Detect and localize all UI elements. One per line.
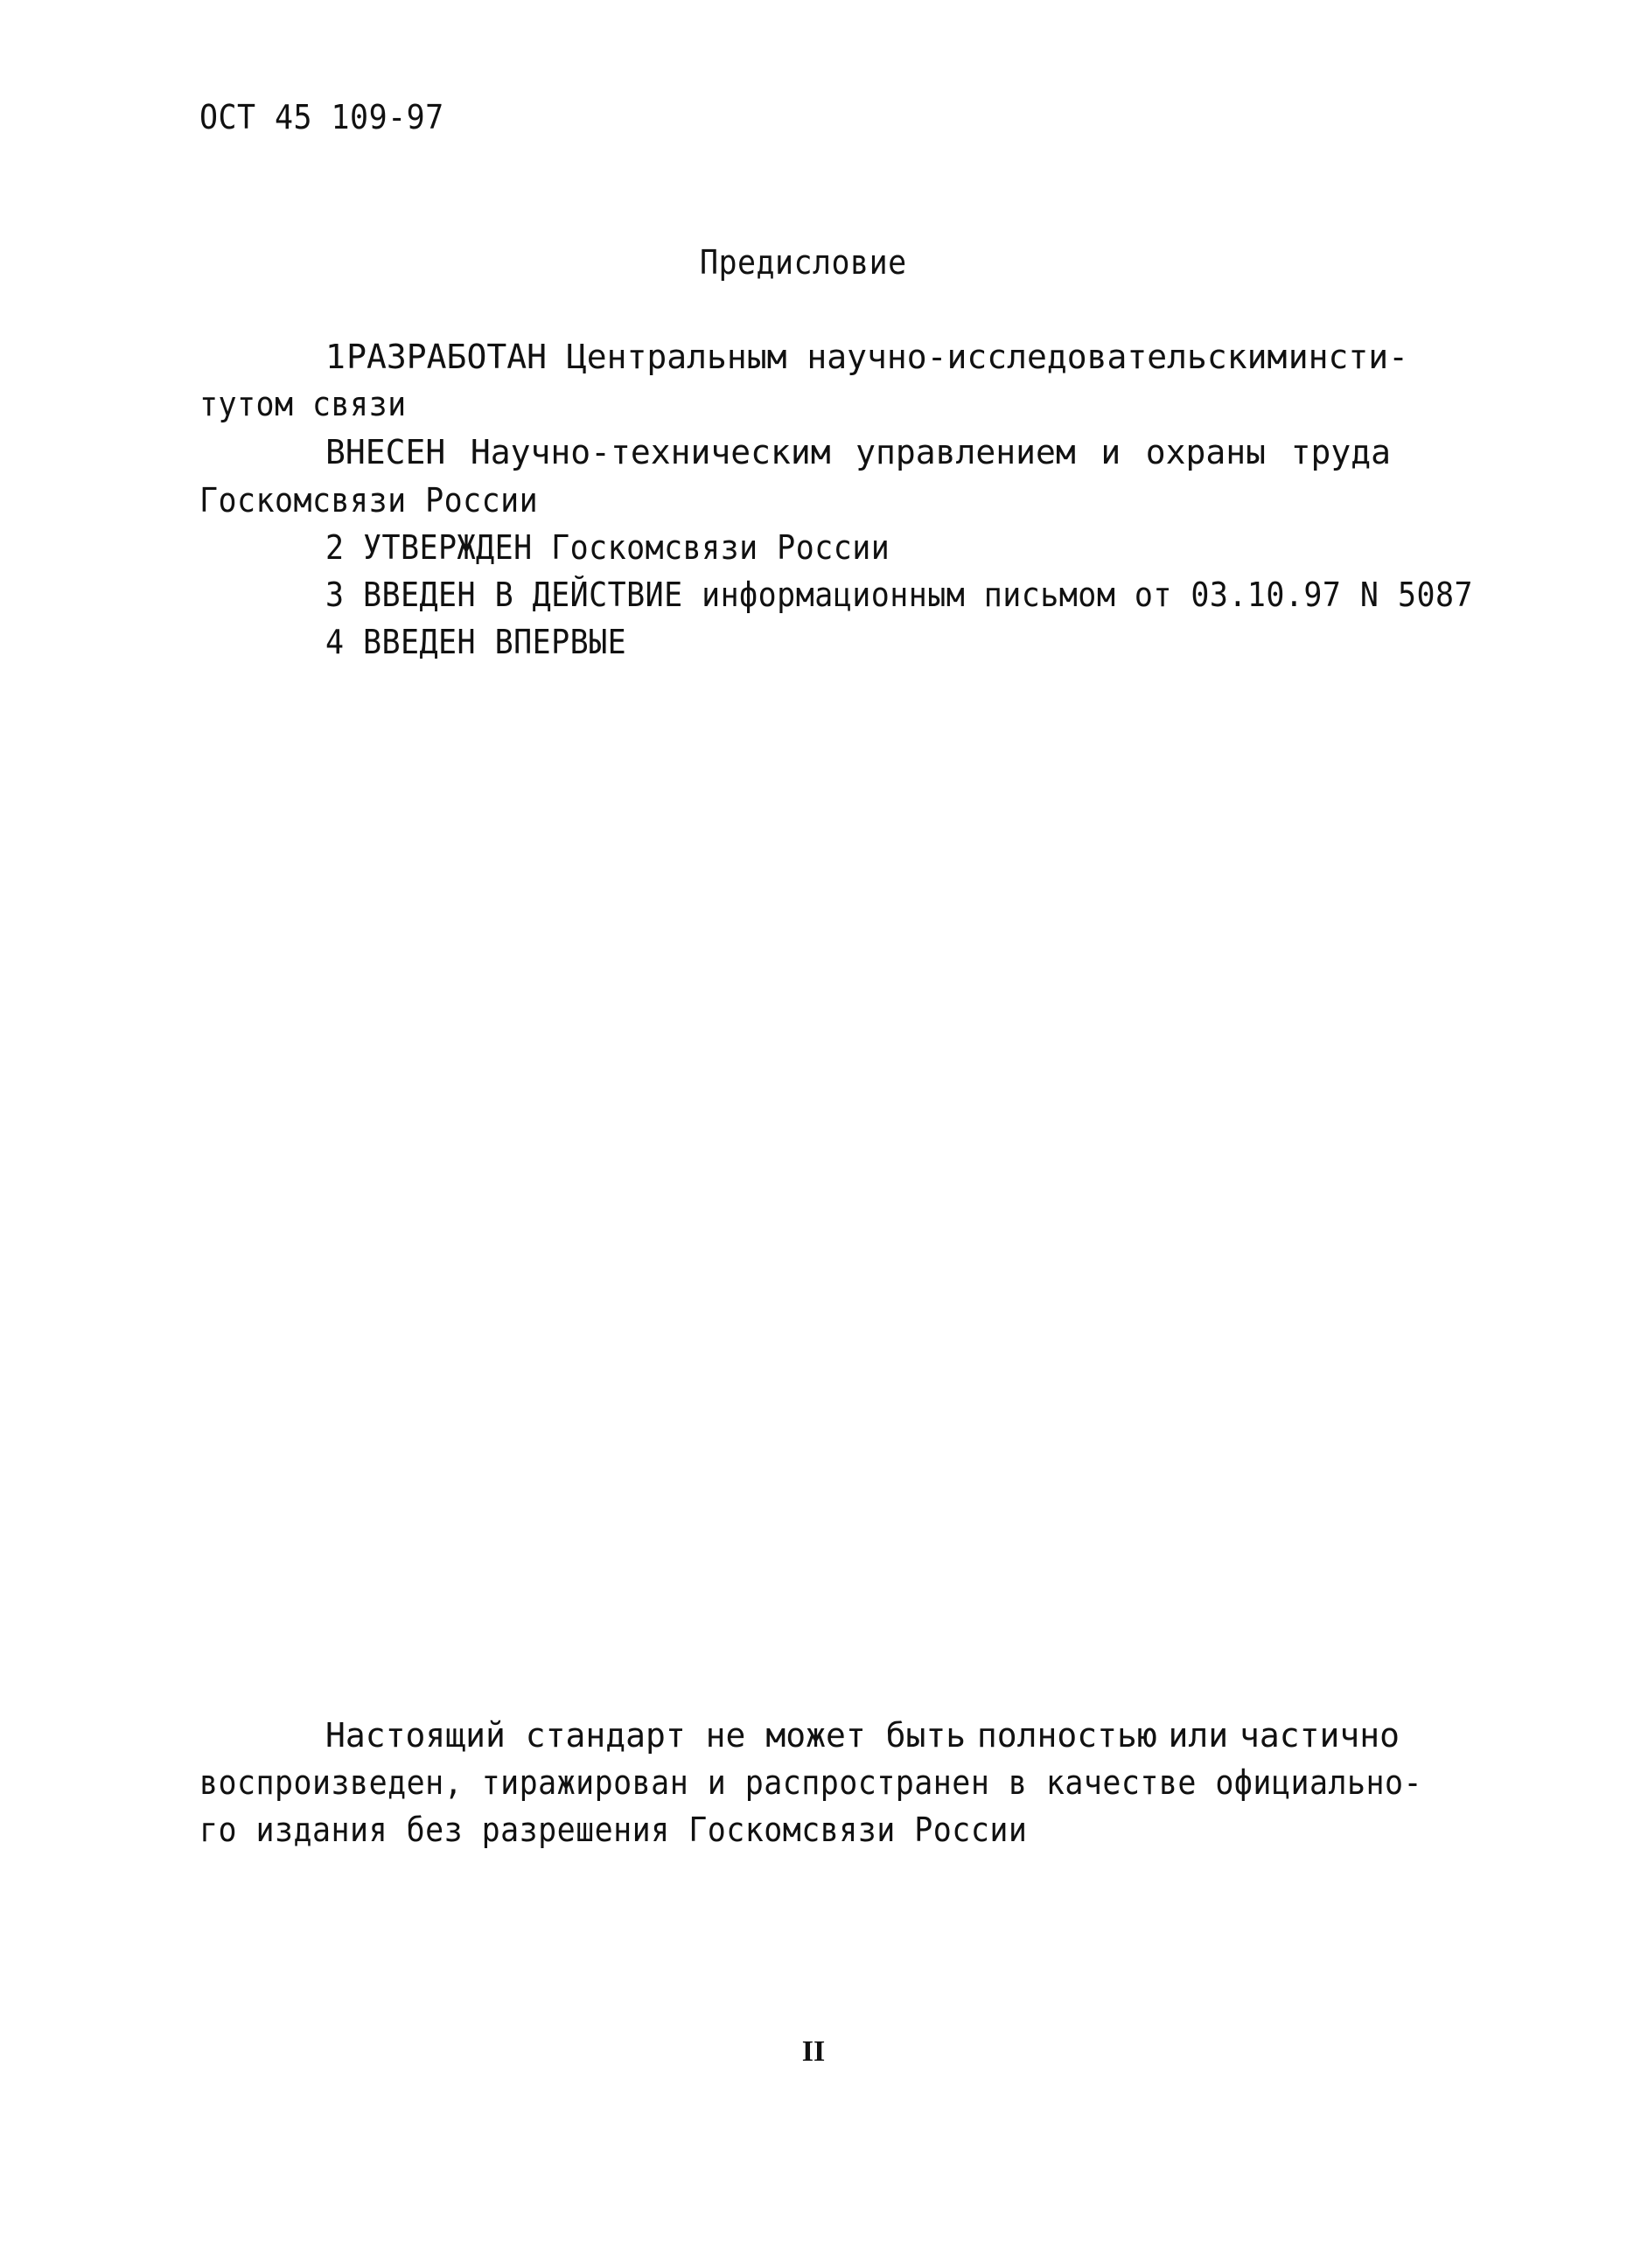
introduced-word-1: ВНЕСЕН [325, 433, 446, 471]
page-number: II [801, 2035, 826, 2068]
notice-line-2: воспроизведен, тиражирован и распространен в качестве официально- [199, 1763, 1423, 1802]
introduced-word-6: труда [1290, 433, 1391, 471]
notice-line-1-part-2: полностью [976, 1716, 1157, 1755]
foreword-title: Предисловие [700, 243, 907, 282]
document-code: ОСТ 45 109-97 [199, 98, 444, 136]
notice-line-1-part-3: или [1168, 1716, 1229, 1755]
notice-line-3: го издания без разрешения Госкомсвязи России [199, 1811, 1028, 1849]
foreword-item-1-developer: РАЗРАБОТАН Центральным научно-исследовательским [346, 338, 1288, 376]
introduced-word-5: охраны [1145, 433, 1267, 471]
foreword-item-1-hyphen-part: инсти- [1288, 338, 1408, 376]
introduced-word-3: управлением [855, 433, 1076, 471]
foreword-item-1-line-2: тутом связи [199, 385, 407, 423]
introduced-word-2: Научно-техническим [470, 433, 831, 471]
foreword-item-4: 4 ВВЕДЕН ВПЕРВЫЕ [325, 623, 627, 661]
foreword-item-1-line-1 [325, 338, 1408, 376]
foreword-introduced-line-2: Госкомсвязи России [199, 481, 539, 520]
foreword-item-2: 2 УТВЕРЖДЕН Госкомсвязи России [325, 528, 890, 567]
introduced-word-4: и [1100, 433, 1121, 471]
notice-line-1-part-4: частично [1239, 1716, 1400, 1755]
notice-line-1 [325, 1716, 1400, 1755]
foreword-item-1-number: 1 [325, 338, 346, 376]
foreword-item-3: 3 ВВЕДЕН В ДЕЙСТВИЕ информационным письмом от 03.10.97 N 5087 [325, 576, 1473, 614]
foreword-introduced-line-1 [325, 433, 1391, 471]
notice-line-1-part-1: Настоящий стандарт не может быть [325, 1716, 967, 1755]
